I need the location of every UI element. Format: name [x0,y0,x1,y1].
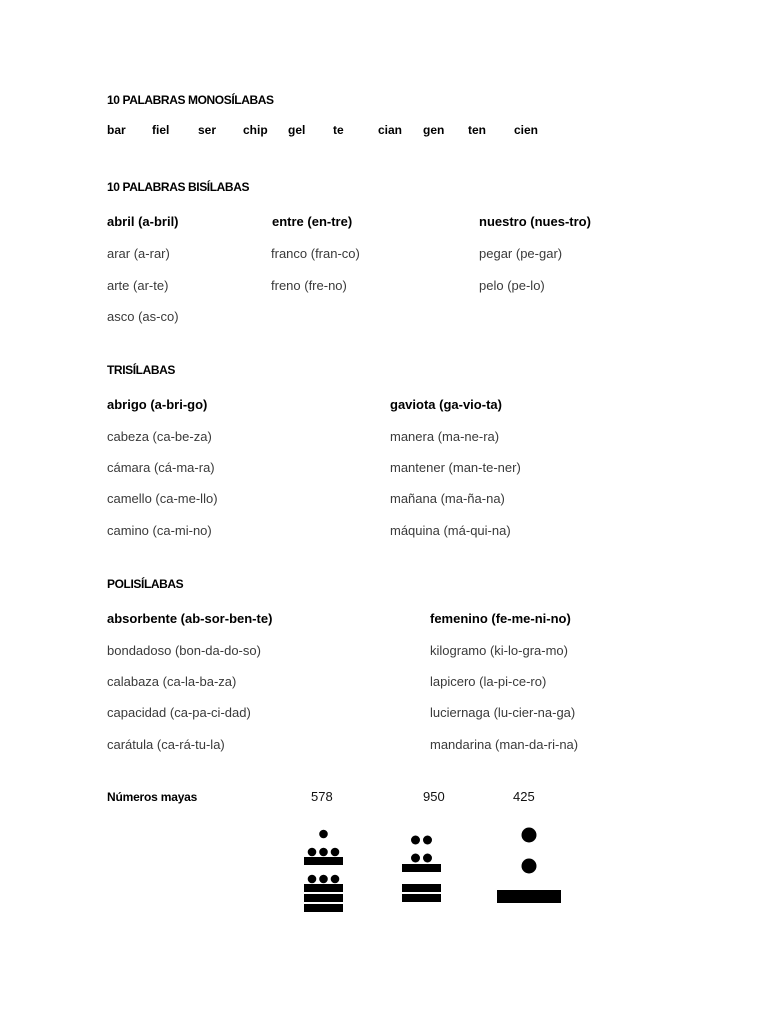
bisilabas-header-cell: entre (en-tre) [272,214,353,229]
trisilabas-header-cell: gaviota (ga-vio-ta) [390,397,502,412]
trisilabas-cell: máquina (má-qui-na) [390,523,511,538]
trisilabas-cell: camello (ca-me-llo) [107,491,218,506]
polisilabas-row [0,737,768,753]
mayan-bar [402,894,441,902]
mayan-dot [308,875,317,884]
numeros-mayas-label: Números mayas [107,790,198,804]
mayan-dot [319,830,328,839]
bisilabas-title: 10 PALABRAS BISÍLABAS [107,180,250,194]
mayan-numeral-glyph [402,836,441,903]
mayan-number-value: 578 [311,789,333,804]
monosilabas-words-row [0,122,768,138]
polisilabas-cell: mandarina (man-da-ri-na) [430,737,579,752]
polisilabas-cell: lapicero (la-pi-ce-ro) [430,674,547,689]
mayan-dot [522,828,537,843]
mayan-dot [423,854,432,863]
mayan-number-value: 950 [423,789,445,804]
mayan-numeral-glyph [304,830,343,912]
mayan-bar [304,904,343,912]
monosilaba-word: bar [107,123,126,137]
bisilabas-title-row [0,179,768,195]
trisilabas-row [0,491,768,507]
monosilaba-word: ten [468,123,486,137]
monosilaba-word: fiel [152,123,170,137]
monosilaba-word: gen [423,123,445,137]
mayan-dot [411,854,420,863]
bisilabas-header-cell: nuestro (nues-tro) [479,214,591,229]
bisilabas-cell: pegar (pe-gar) [479,246,563,261]
polisilabas-cell: kilogramo (ki-lo-gra-mo) [430,643,568,658]
polisilabas-title: POLISÍLABAS [107,577,184,591]
mayan-numeral-glyph [497,828,561,904]
bisilabas-cell: arar (a-rar) [107,246,170,261]
trisilabas-row [0,429,768,445]
mayan-dot [331,848,340,857]
trisilabas-title: TRISÍLABAS [107,363,176,377]
mayan-bar [402,884,441,892]
trisilabas-cell: cámara (cá-ma-ra) [107,460,215,475]
bisilabas-row [0,246,768,262]
bisilabas-row [0,278,768,294]
monosilaba-word: gel [288,123,306,137]
bisilabas-header-cell: abril (a-bril) [107,214,179,229]
trisilabas-title-row [0,362,768,378]
polisilabas-cell: calabaza (ca-la-ba-za) [107,674,237,689]
monosilaba-word: cian [378,123,403,137]
bisilabas-row [0,309,768,325]
polisilabas-cell: luciernaga (lu-cier-na-ga) [430,705,576,720]
trisilabas-cell: mantener (man-te-ner) [390,460,521,475]
polisilabas-row [0,643,768,659]
mayan-dot [331,875,340,884]
trisilabas-cell: camino (ca-mi-no) [107,523,212,538]
monosilaba-word: te [333,123,344,137]
trisilabas-row [0,460,768,476]
trisilabas-row [0,523,768,539]
bisilabas-cell: arte (ar-te) [107,278,169,293]
mayan-number-value: 425 [513,789,535,804]
mayan-bar [304,884,343,892]
trisilabas-header-cell: abrigo (a-bri-go) [107,397,208,412]
mayan-bar [304,857,343,865]
mayan-bar [304,894,343,902]
monosilabas-title: 10 PALABRAS MONOSÍLABAS [107,93,274,107]
mayan-dot [308,848,317,857]
trisilabas-cell: manera (ma-ne-ra) [390,429,500,444]
monosilaba-word: cien [514,123,539,137]
numeros-mayas-row [0,789,768,805]
polisilabas-cell: bondadoso (bon-da-do-so) [107,643,261,658]
bisilabas-cell: pelo (pe-lo) [479,278,545,293]
polisilabas-row [0,674,768,690]
polisilabas-header-cell: absorbente (ab-sor-ben-te) [107,611,273,626]
monosilaba-word: ser [198,123,217,137]
trisilabas-cell: cabeza (ca-be-za) [107,429,212,444]
polisilabas-cell: capacidad (ca-pa-ci-dad) [107,705,251,720]
monosilabas-title-row [0,92,768,108]
mayan-dot [423,836,432,845]
polisilabas-cell: carátula (ca-rá-tu-la) [107,737,225,752]
polisilabas-header-row [0,611,768,627]
mayan-dot [522,859,537,874]
bisilabas-cell: asco (as-co) [107,309,179,324]
mayan-dot [411,836,420,845]
mayan-bar [402,864,441,872]
trisilabas-header-row [0,397,768,413]
bisilabas-header-row [0,214,768,230]
trisilabas-cell: mañana (ma-ña-na) [390,491,505,506]
mayan-dot [319,875,328,884]
mayan-bar [497,890,561,903]
monosilaba-word: chip [243,123,268,137]
bisilabas-cell: freno (fre-no) [271,278,347,293]
polisilabas-row [0,705,768,721]
mayan-dot [319,848,328,857]
polisilabas-header-cell: femenino (fe-me-ni-no) [430,611,571,626]
bisilabas-cell: franco (fran-co) [271,246,360,261]
polisilabas-title-row [0,576,768,592]
